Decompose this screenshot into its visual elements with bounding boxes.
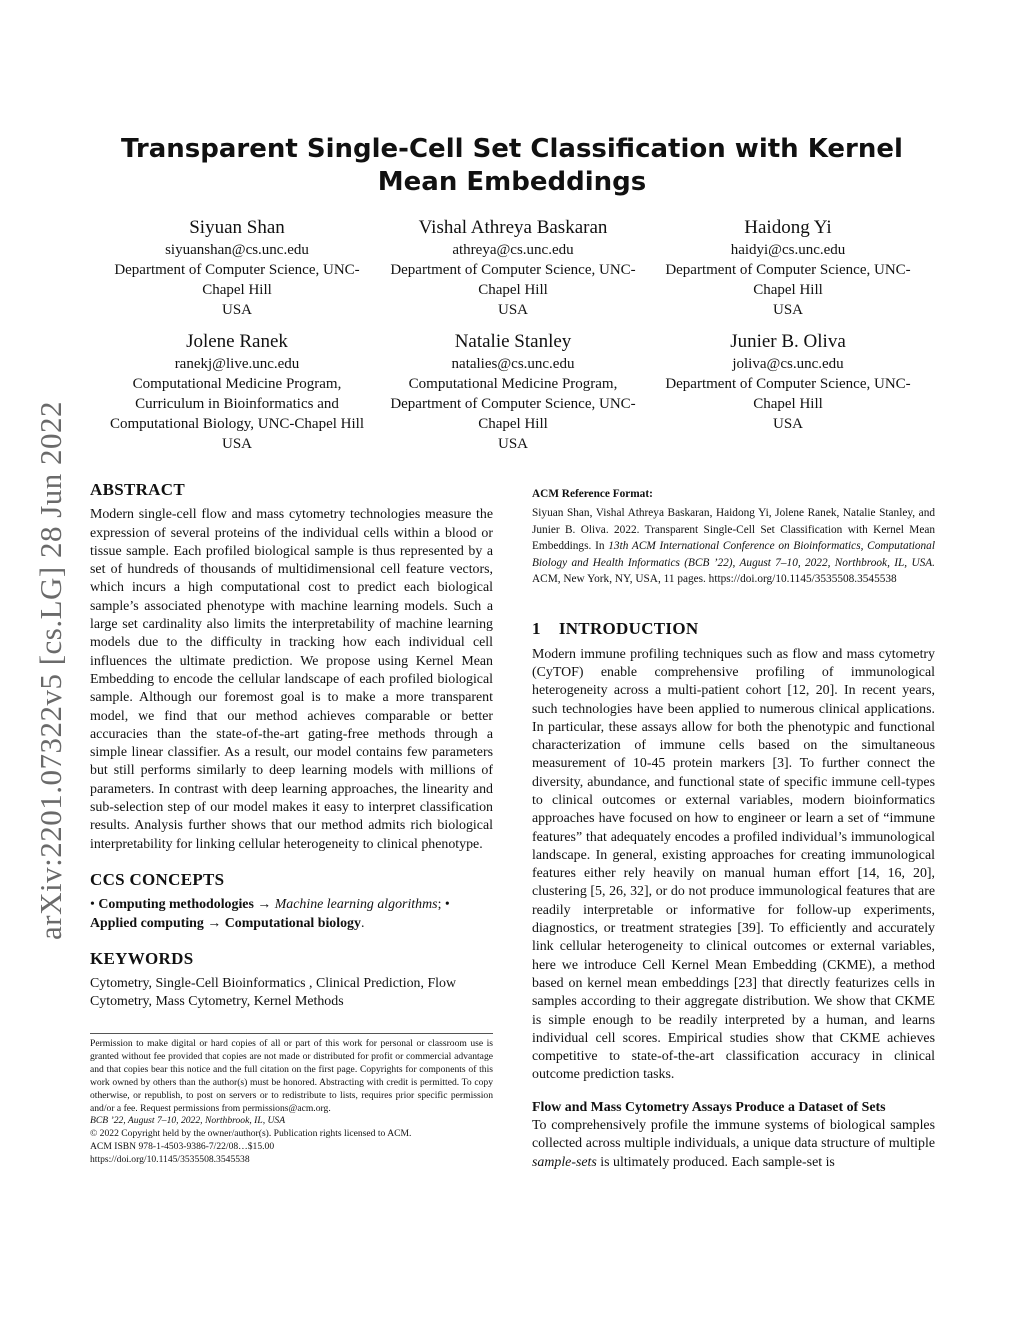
keywords-text: Cytometry, Single-Cell Bioinformatics , Clinical Prediction, Flow Cytometry, Mass Cytometry, Kernel Methods: [90, 976, 457, 1010]
right-column: [532, 485, 935, 1172]
permission-notice: [90, 1038, 493, 1167]
abstract-heading: ABSTRACT: [90, 480, 185, 499]
acm-reference-text: [532, 505, 935, 587]
acm-reference-heading: ACM Reference Format:: [532, 488, 653, 500]
paragraph-heading: Flow and Mass Cytometry Assays Produce a Dataset of Sets: [532, 1099, 886, 1115]
introduction-text: Modern immune profiling techniques such as flow and mass cytometry (CyTOF) enable comprehensive profiling of immunological heterogeneity across a multi-patient cohort [12, 20]. In recent years, such technologies have been applied to numerous clinical applications. In particular, these assays allow for both the phenotypic and functional characterization of immune cells based on the simultaneous measurement of 10-45 protein markers [3]. To further connect the diversity, abundance, and functional state of specific immune cell-types to clinical outcomes or external variables, modern bioinformatics approaches have focused on how to engineer or learn a set of “immune features” that adequately encodes a profiled individual’s immunological landscape. In general, existing approaches for creating immunological features either rely heavily on manual human effort [14, 16, 20], clustering [5, 26, 32], or do not produce immunological features that are readily interpretable or informative for follow-up experiments, diagnostics, or treatment strategies [39]. To efficiently and accurately link cellular heterogeneity to clinical outcomes or external variables, here we introduce Cell Kernel Mean Embedding (CKME), a method based on kernel mean embeddings [23] that directly featurizes cells in samples according to their aggregate distribution. We show that CKME is simple enough to be readily interpreted by a human, and learns individual cell scores. Empirical studies show that CKME achieves competitive to state-of-the-art classification accuracy in clinical outcome prediction tasks.: [532, 646, 935, 1083]
conference-info: BCB ’22, August 7–10, 2022, Northbrook, IL, USA: [90, 1115, 286, 1127]
section-title: INTRODUCTION: [558, 619, 699, 639]
author-block: [378, 330, 648, 454]
author-affiliation: Computational Medicine Program, Department of Computer Science, UNC-Chapel Hill: [390, 376, 636, 432]
author-affiliation: Computational Medicine Program, Curriculum in Bioinformatics and Computational Biology, UNC-Chapel Hill: [109, 376, 364, 432]
copyright-line: © 2022 Copyright held by the owner/author(s). Publication rights licensed to ACM.: [90, 1128, 412, 1140]
author-block: [653, 216, 923, 320]
author-country: USA: [772, 302, 803, 318]
author-name: Haidong Yi: [744, 217, 832, 238]
ccs-concept-main: Applied computing: [90, 915, 204, 931]
ccs-separator: ;: [437, 897, 442, 913]
author-name: Junier B. Oliva: [730, 331, 846, 352]
acm-reference-authors: Siyuan Shan, Vishal Athreya Baskaran, Haidong Yi, Jolene Ranek, Natalie Stanley, and Junier B. Oliva. 2022. Transparent Single-Cell Set Classification with Kernel Mean Embeddings. In: [532, 507, 935, 553]
author-email: joliva@cs.unc.edu: [732, 356, 844, 372]
author-block: [378, 216, 648, 320]
introduction-heading: [532, 620, 935, 638]
ccs-bullet: •: [90, 897, 95, 913]
author-country: USA: [221, 302, 252, 318]
acm-reference-tail: ACM, New York, NY, USA, 11 pages. https://doi.org/10.1145/3535508.3545538: [532, 572, 897, 585]
author-email: ranekj@live.unc.edu: [174, 356, 300, 372]
author-country: USA: [497, 436, 528, 452]
paragraph-text-part: To comprehensively profile the immune systems of biological samples collected across multiple individuals, a unique data structure of multiple: [532, 1118, 935, 1152]
author-block: [653, 330, 923, 434]
ccs-arrow: →: [257, 897, 272, 913]
keywords-heading: KEYWORDS: [90, 948, 194, 968]
author-affiliation: Department of Computer Science, UNC-Chapel Hill: [114, 262, 360, 298]
ccs-concept-sub: Computational biology: [224, 915, 361, 931]
author-name: Siyuan Shan: [189, 217, 285, 238]
ccs-end: .: [360, 915, 365, 931]
author-block: [102, 330, 372, 454]
paper-title: Transparent Single-Cell Set Classification with Kernel Mean Embeddings: [121, 134, 903, 197]
author-affiliation: Department of Computer Science, UNC-Chapel Hill: [665, 262, 911, 298]
acm-reference-venue: 13th ACM International Conference on Bioinformatics, Computational Biology and Health Informatics (BCB ’22), August 7–10, 2022, Northbrook, IL, USA.: [532, 540, 935, 569]
author-email: athreya@cs.unc.edu: [452, 242, 574, 258]
paragraph-text-part: is ultimately produced. Each sample-set is: [596, 1154, 835, 1170]
abstract-text: Modern single-cell flow and mass cytometry technologies measure the expression of several proteins of the individual cells within a blood or tissue sample. Each profiled biological sample is thus represented by a set of hundreds of thousands of multidimensional cell feature vectors, which incurs a high computational cost to predict each biological sample’s associated phenotype with machine learning models. Such a large set cardinality also limits the interpretability of machine learning models due to the difficulty in tracking how each individual cell influences the ultimate prediction. We propose using Kernel Mean Embedding to encode the cellular landscape of each profiled biological sample. Although our foremost goal is to make a more transparent model, we find that our method achieves comparable or better accuracies than the state-of-the-art gating-free methods through a simple linear classifier. As a result, our model contains few parameters but still performs similarly to deep learning models with millions of parameters. In contrast with deep learning approaches, the linearity and sub-selection step of our model makes it easy to interpret classification results. Analysis further shows that our method admits rich biological interpretability for linking cellular heterogeneity to clinical phenotype.: [90, 507, 493, 852]
author-block: [102, 216, 372, 320]
isbn-line: ACM ISBN 978-1-4503-9386-7/22/08…$15.00: [90, 1141, 275, 1153]
author-country: USA: [497, 302, 528, 318]
arxiv-side-banner: arXiv:2201.07322v5 [cs.LG] 28 Jun 2022: [33, 400, 68, 940]
author-email: siyuanshan@cs.unc.edu: [165, 242, 309, 258]
permission-text: Permission to make digital or hard copies of all or part of this work for personal or classroom use is granted without fee provided that copies are not made or distributed for profit or commercial advantage and that copies bear this notice and the full citation on the first page. Copyrights for components of this work owned by others than the author(s) must be honored. Abstracting with credit is permitted. To copy otherwise, or republish, to post on servers or to redistribute to lists, requires prior specific permission and/or a fee. Request permissions from permissions@acm.org.: [90, 1038, 493, 1114]
ccs-concepts: [90, 896, 493, 933]
author-name: Natalie Stanley: [454, 331, 572, 352]
ccs-concept-sub: Machine learning algorithms: [274, 897, 438, 913]
ccs-concept-main: Computing methodologies: [98, 897, 254, 913]
author-country: USA: [772, 416, 803, 432]
ccs-bullet: •: [444, 897, 450, 913]
doi-line: https://doi.org/10.1145/3535508.3545538: [90, 1154, 250, 1166]
author-affiliation: Department of Computer Science, UNC-Chapel Hill: [390, 262, 636, 298]
footnote-rule: [90, 1033, 493, 1034]
left-column: [90, 481, 493, 1012]
ccs-arrow: →: [207, 915, 222, 931]
author-affiliation: Department of Computer Science, UNC-Chapel Hill: [665, 376, 911, 412]
author-name: Vishal Athreya Baskaran: [418, 217, 608, 238]
section-number: 1: [532, 619, 541, 639]
author-name: Jolene Ranek: [186, 331, 288, 352]
author-email: natalies@cs.unc.edu: [451, 356, 575, 372]
author-email: haidyi@cs.unc.edu: [730, 242, 846, 258]
author-country: USA: [221, 436, 252, 452]
ccs-heading: CCS CONCEPTS: [90, 869, 225, 889]
paragraph-text: [532, 1117, 935, 1172]
paragraph-emphasis: sample-sets: [532, 1154, 597, 1170]
